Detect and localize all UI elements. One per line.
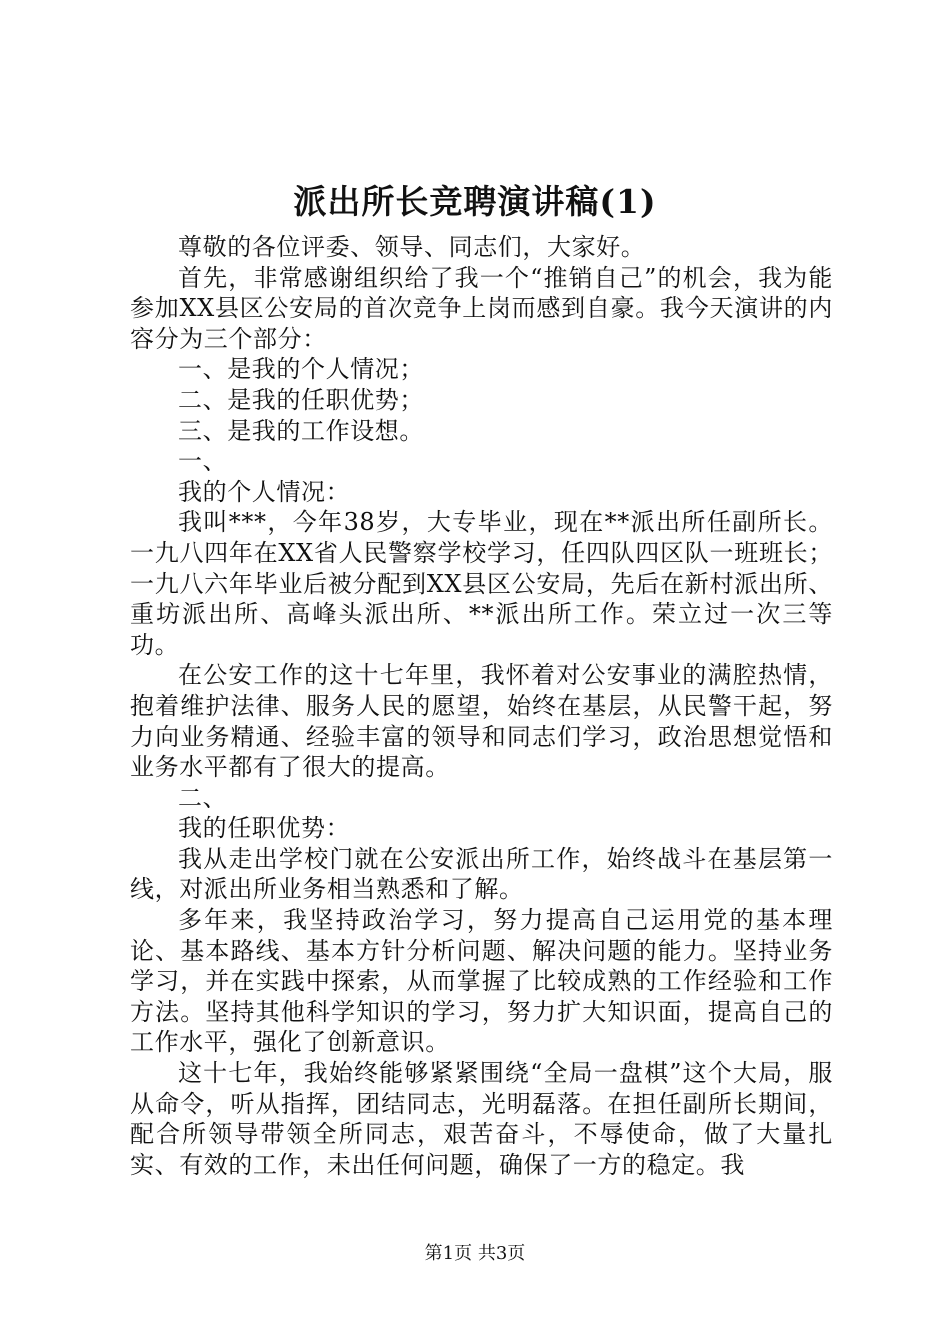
- section-heading-2: 我的任职优势：: [178, 814, 351, 843]
- document-title: 派出所长竞聘演讲稿(1): [293, 182, 657, 221]
- paragraph-personal-info: 我叫***，今年38岁，大专毕业，现在**派出所任副所长。一九八四年在XX省人民警察学校学习，任四队四区队一班班长；一九八六年毕业后被分配到XX县区公安局，先后在新村派出所、重坊派出所、高峰头派出所、**派出所工作。荣立过一次三等功。: [130, 508, 833, 659]
- paragraph-teamwork: 这十七年，我始终能够紧紧围绕“全局一盘棋”这个大局，服从命令，听从指挥，团结同志，光明磊落。在担任副所长期间，配合所领导带领全所同志，艰苦奋斗，不辱使命，做了大量扎实、有效的工作，未出任何问题，确保了一方的稳定。我: [130, 1059, 833, 1179]
- page-number-footer: 第1页 共3页: [424, 1243, 526, 1264]
- paragraph-greeting: 尊敬的各位评委、领导、同志们，大家好。: [178, 233, 646, 261]
- paragraph-frontline: 我从走出学校门就在公安派出所工作，始终战斗在基层第一线，对派出所业务相当熟悉和了解。: [130, 844, 833, 904]
- paragraph-intro: 首先，非常感谢组织给了我一个“推销自己”的机会，我为能参加XX县区公安局的首次竞争上岗而感到自豪。我今天演讲的内容分为三个部分：: [130, 263, 833, 353]
- paragraph-outline-2: 二、是我的任职优势；: [178, 385, 424, 414]
- document-body: [130, 232, 833, 1180]
- section-number-2: 二、: [178, 783, 228, 812]
- paragraph-outline-1: 一、是我的个人情况；: [178, 355, 424, 384]
- paragraph-study: 多年来，我坚持政治学习，努力提高自己运用党的基本理论、基本路线、基本方针分析问题、解决问题的能力。坚持业务学习，并在实践中探索，从而掌握了比较成熟的工作经验和工作方法。坚持其他科学知识的学习，努力扩大知识面，提高自己的工作水平，强化了创新意识。: [130, 906, 833, 1057]
- section-heading-1: 我的个人情况：: [178, 477, 351, 506]
- paragraph-outline-3: 三、是我的工作设想。: [178, 416, 424, 445]
- paragraph-experience: 在公安工作的这十七年里，我怀着对公安事业的满腔热情，抱着维护法律、服务人民的愿望，始终在基层，从民警干起，努力向业务精通、经验丰富的领导和同志们学习，政治思想觉悟和业务水平都有了很大的提高。: [130, 661, 833, 782]
- section-number-1: 一、: [178, 447, 228, 476]
